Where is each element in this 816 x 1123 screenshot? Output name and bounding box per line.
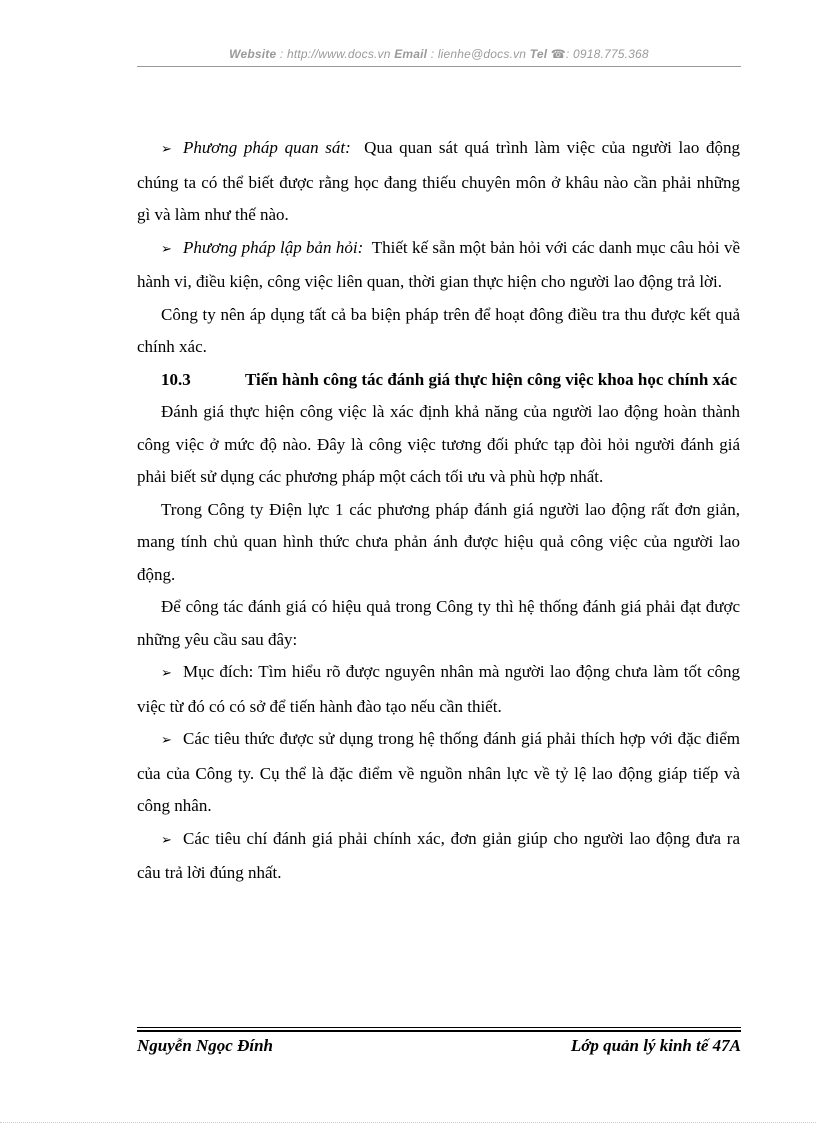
requirement-item (137, 723, 740, 823)
requirement-text: Các tiêu chí đánh giá phải chính xác, đơn giản giúp cho người lao động đưa ra câu trả lời đúng nhất. (137, 828, 740, 882)
method-questionnaire-text: Thiết kế sẵn một bản hỏi với các danh mục câu hỏi về hành vi, điều kiện, công việc liên quan, thời gian thực hiện cho người lao động trả lời. (137, 237, 740, 291)
page-header (137, 47, 741, 61)
company-recommendation-paragraph: Công ty nên áp dụng tất cả ba biện pháp trên để hoạt đông điều tra thu được kết quả chính xác. (137, 304, 740, 356)
current-practice-paragraph: Trong Công ty Điện lực 1 các phương pháp đánh giá người lao động rất đơn giản, mang tính chủ quan hình thức chưa phản ánh được hiệu quả công việc của người lao động. (137, 499, 740, 584)
footer-divider-thin (137, 1027, 741, 1028)
footer-divider-thick (137, 1030, 741, 1032)
requirement-text: Mục đích: Tìm hiểu rõ được nguyên nhân mà người lao động chưa làm tốt công việc từ đó có có sở để tiến hành đào tạo nếu cần thiết. (137, 662, 740, 716)
arrowhead-bullet-icon: ➢ (161, 733, 172, 748)
section-heading (137, 364, 740, 397)
footer-class: Lớp quản lý kinh tế 47A (570, 1036, 741, 1055)
website-value: : http://www.docs.vn (279, 47, 391, 61)
page-footer (137, 1036, 741, 1060)
section-number: 10.3 (161, 369, 191, 389)
header-divider (137, 66, 741, 67)
method-questionnaire-label: Phương pháp lập bản hỏi: (183, 237, 364, 257)
email-label: Email (394, 47, 428, 61)
tel-value: ☎: 0918.775.368 (550, 47, 649, 61)
requirement-text: Các tiêu thức được sử dụng trong hệ thống đánh giá phải thích hợp với đặc điểm của của Công ty. Cụ thể là đặc điểm về nguồn nhân lực về tỷ lệ lao động giáp tiếp và công nhân. (137, 729, 740, 815)
requirement-item (137, 656, 740, 723)
arrowhead-bullet-icon: ➢ (161, 142, 172, 157)
website-label: Website (229, 47, 277, 61)
document-body (137, 132, 740, 890)
footer-author: Nguyễn Ngọc Đính (137, 1036, 274, 1055)
requirements-intro-paragraph: Để công tác đánh giá có hiệu quả trong Công ty thì hệ thống đánh giá phải đạt được những yêu cầu sau đây: (137, 597, 740, 649)
method-observation-text: Qua quan sát quá trình làm việc của người lao động chúng ta có thể biết được rằng học đang thiếu chuyên môn ở khâu nào cần phải những gì và làm như thế nào. (137, 138, 741, 224)
evaluation-definition-paragraph: Đánh giá thực hiện công việc là xác định khả năng của người lao động hoàn thành công việc ở mức độ nào. Đây là công việc tương đối phức tạp đòi hỏi người đánh giá phải biết sử dụng các phương pháp một cách tối ưu và phù hợp nhất. (137, 402, 740, 486)
section-title: Tiến hành công tác đánh giá thực hiện công việc khoa học chính xác (245, 369, 738, 389)
arrowhead-bullet-icon: ➢ (161, 832, 172, 848)
method-observation-paragraph (137, 132, 740, 232)
method-observation-label: Phương pháp quan sát: (183, 138, 351, 157)
email-value: : lienhe@docs.vn (430, 47, 527, 61)
arrowhead-bullet-icon: ➢ (161, 666, 172, 681)
method-questionnaire-paragraph (137, 232, 740, 299)
arrowhead-bullet-icon: ➢ (161, 241, 172, 257)
tel-label: Tel (529, 47, 548, 61)
requirement-item (137, 823, 740, 890)
